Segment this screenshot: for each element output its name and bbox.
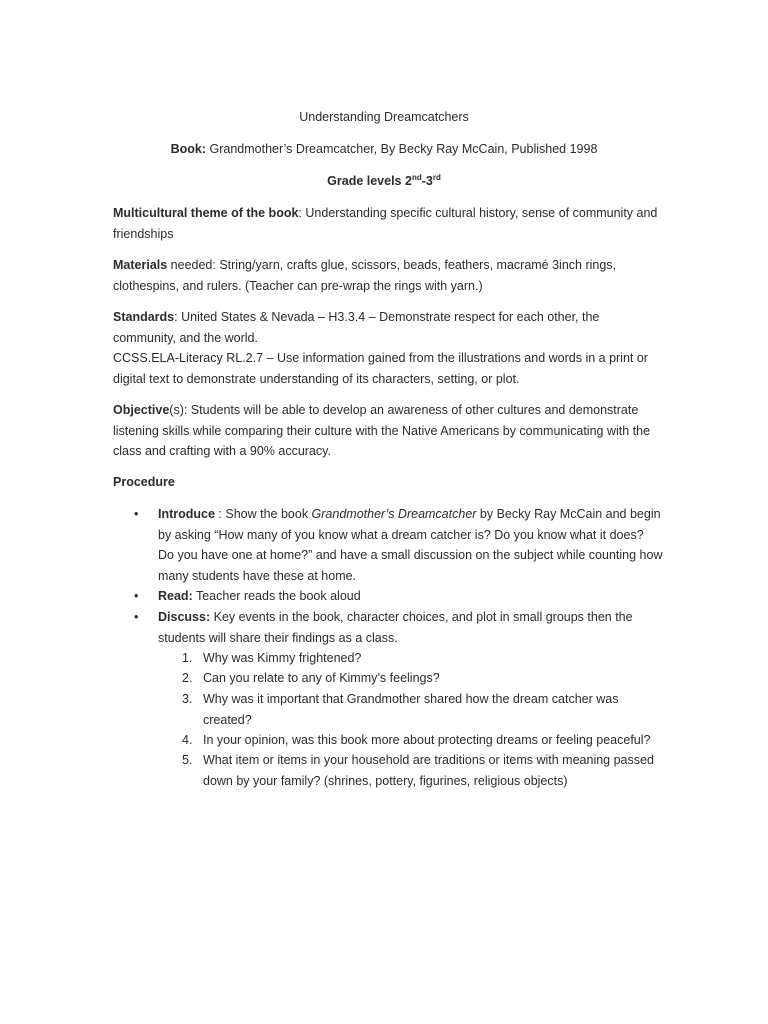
objective-label: Objective	[113, 403, 170, 417]
read-label: Read:	[158, 589, 193, 603]
objective-text: (s): Students will be able to develop an awareness of other cultures and demonstrate listening skills while comparing their culture with the Native Americans by communicating with the class and crafting with a 90% accuracy.	[113, 403, 651, 458]
materials-needed	[113, 255, 658, 296]
question-number: 5.	[182, 753, 193, 767]
bullet-introduce: •	[134, 507, 139, 521]
question-3: Why was it important that Grandmother shared how the dream catcher was created?	[203, 692, 619, 727]
theme-text: : Understanding specific cultural history, sense of community and friendships	[113, 206, 658, 241]
discuss-item	[158, 607, 663, 648]
grade-levels	[0, 171, 768, 192]
question-number: 3.	[182, 692, 193, 706]
grade-prefix: Grade levels 2	[327, 174, 412, 188]
ccss-standard: CCSS.ELA-Literacy RL.2.7 – Use information gained from the illustrations and words in a print or digital text to demonstrate understanding of its characters, setting, or plot.	[113, 351, 648, 386]
question-1: Why was Kimmy frightened?	[203, 651, 362, 665]
question-4: In your opinion, was this book more about protecting dreams or feeling peaceful?	[203, 733, 651, 747]
book-label: Book:	[170, 142, 207, 156]
standards-text: : United States & Nevada – H3.3.4 – Demonstrate respect for each other, the community, and the world.	[113, 310, 600, 345]
document-title: Understanding Dreamcatchers	[299, 110, 469, 124]
introduce-text-1: : Show the book	[214, 507, 312, 521]
theme-label: Multicultural theme of the book	[113, 206, 299, 220]
question-number: 2.	[182, 671, 193, 685]
materials-label: Materials	[113, 258, 168, 272]
standards	[113, 307, 658, 389]
discuss-label: Discuss:	[158, 610, 211, 624]
grade-sup-rd: rd	[432, 172, 441, 182]
introduce-item	[158, 504, 663, 586]
bullet-discuss: •	[134, 610, 139, 624]
objective	[113, 400, 658, 462]
introduce-label: Introduce	[158, 507, 215, 521]
bullet-read: •	[134, 589, 139, 603]
grade-mid: -3	[421, 174, 433, 188]
materials-text: needed: String/yarn, crafts glue, scissors, beads, feathers, macramé 3inch rings, clothespins, and rulers. (Teacher can pre-wrap the rings with yarn.)	[113, 258, 617, 293]
grade-sup-nd: nd	[411, 172, 422, 182]
introduce-book-title: Grandmother’s Dreamcatcher	[311, 507, 477, 521]
book-line	[0, 139, 768, 160]
question-number: 4.	[182, 733, 193, 747]
discuss-text: Key events in the book, character choices, and plot in small groups then the students will share their findings as a class.	[158, 610, 633, 645]
question-2: Can you relate to any of Kimmy’s feelings?	[203, 671, 440, 685]
book-info: Grandmother’s Dreamcatcher, By Becky Ray McCain, Published 1998	[206, 142, 598, 156]
read-text: Teacher reads the book aloud	[192, 589, 361, 603]
introduce-text-2: by Becky Ray McCain and begin by asking “How many of you know what a dream catcher is? Do you know what it does? Do you have one at home?” and have a small discussion on the subject while counting how many students have these at home.	[158, 507, 663, 583]
multicultural-theme	[113, 203, 658, 244]
question-number: 1.	[182, 651, 193, 665]
standards-label: Standards	[113, 310, 175, 324]
read-item	[158, 586, 663, 607]
procedure-heading: Procedure	[113, 475, 175, 489]
question-5: What item or items in your household are traditions or items with meaning passed down by your family? (shrines, pottery, figurines, religious objects)	[203, 753, 654, 788]
